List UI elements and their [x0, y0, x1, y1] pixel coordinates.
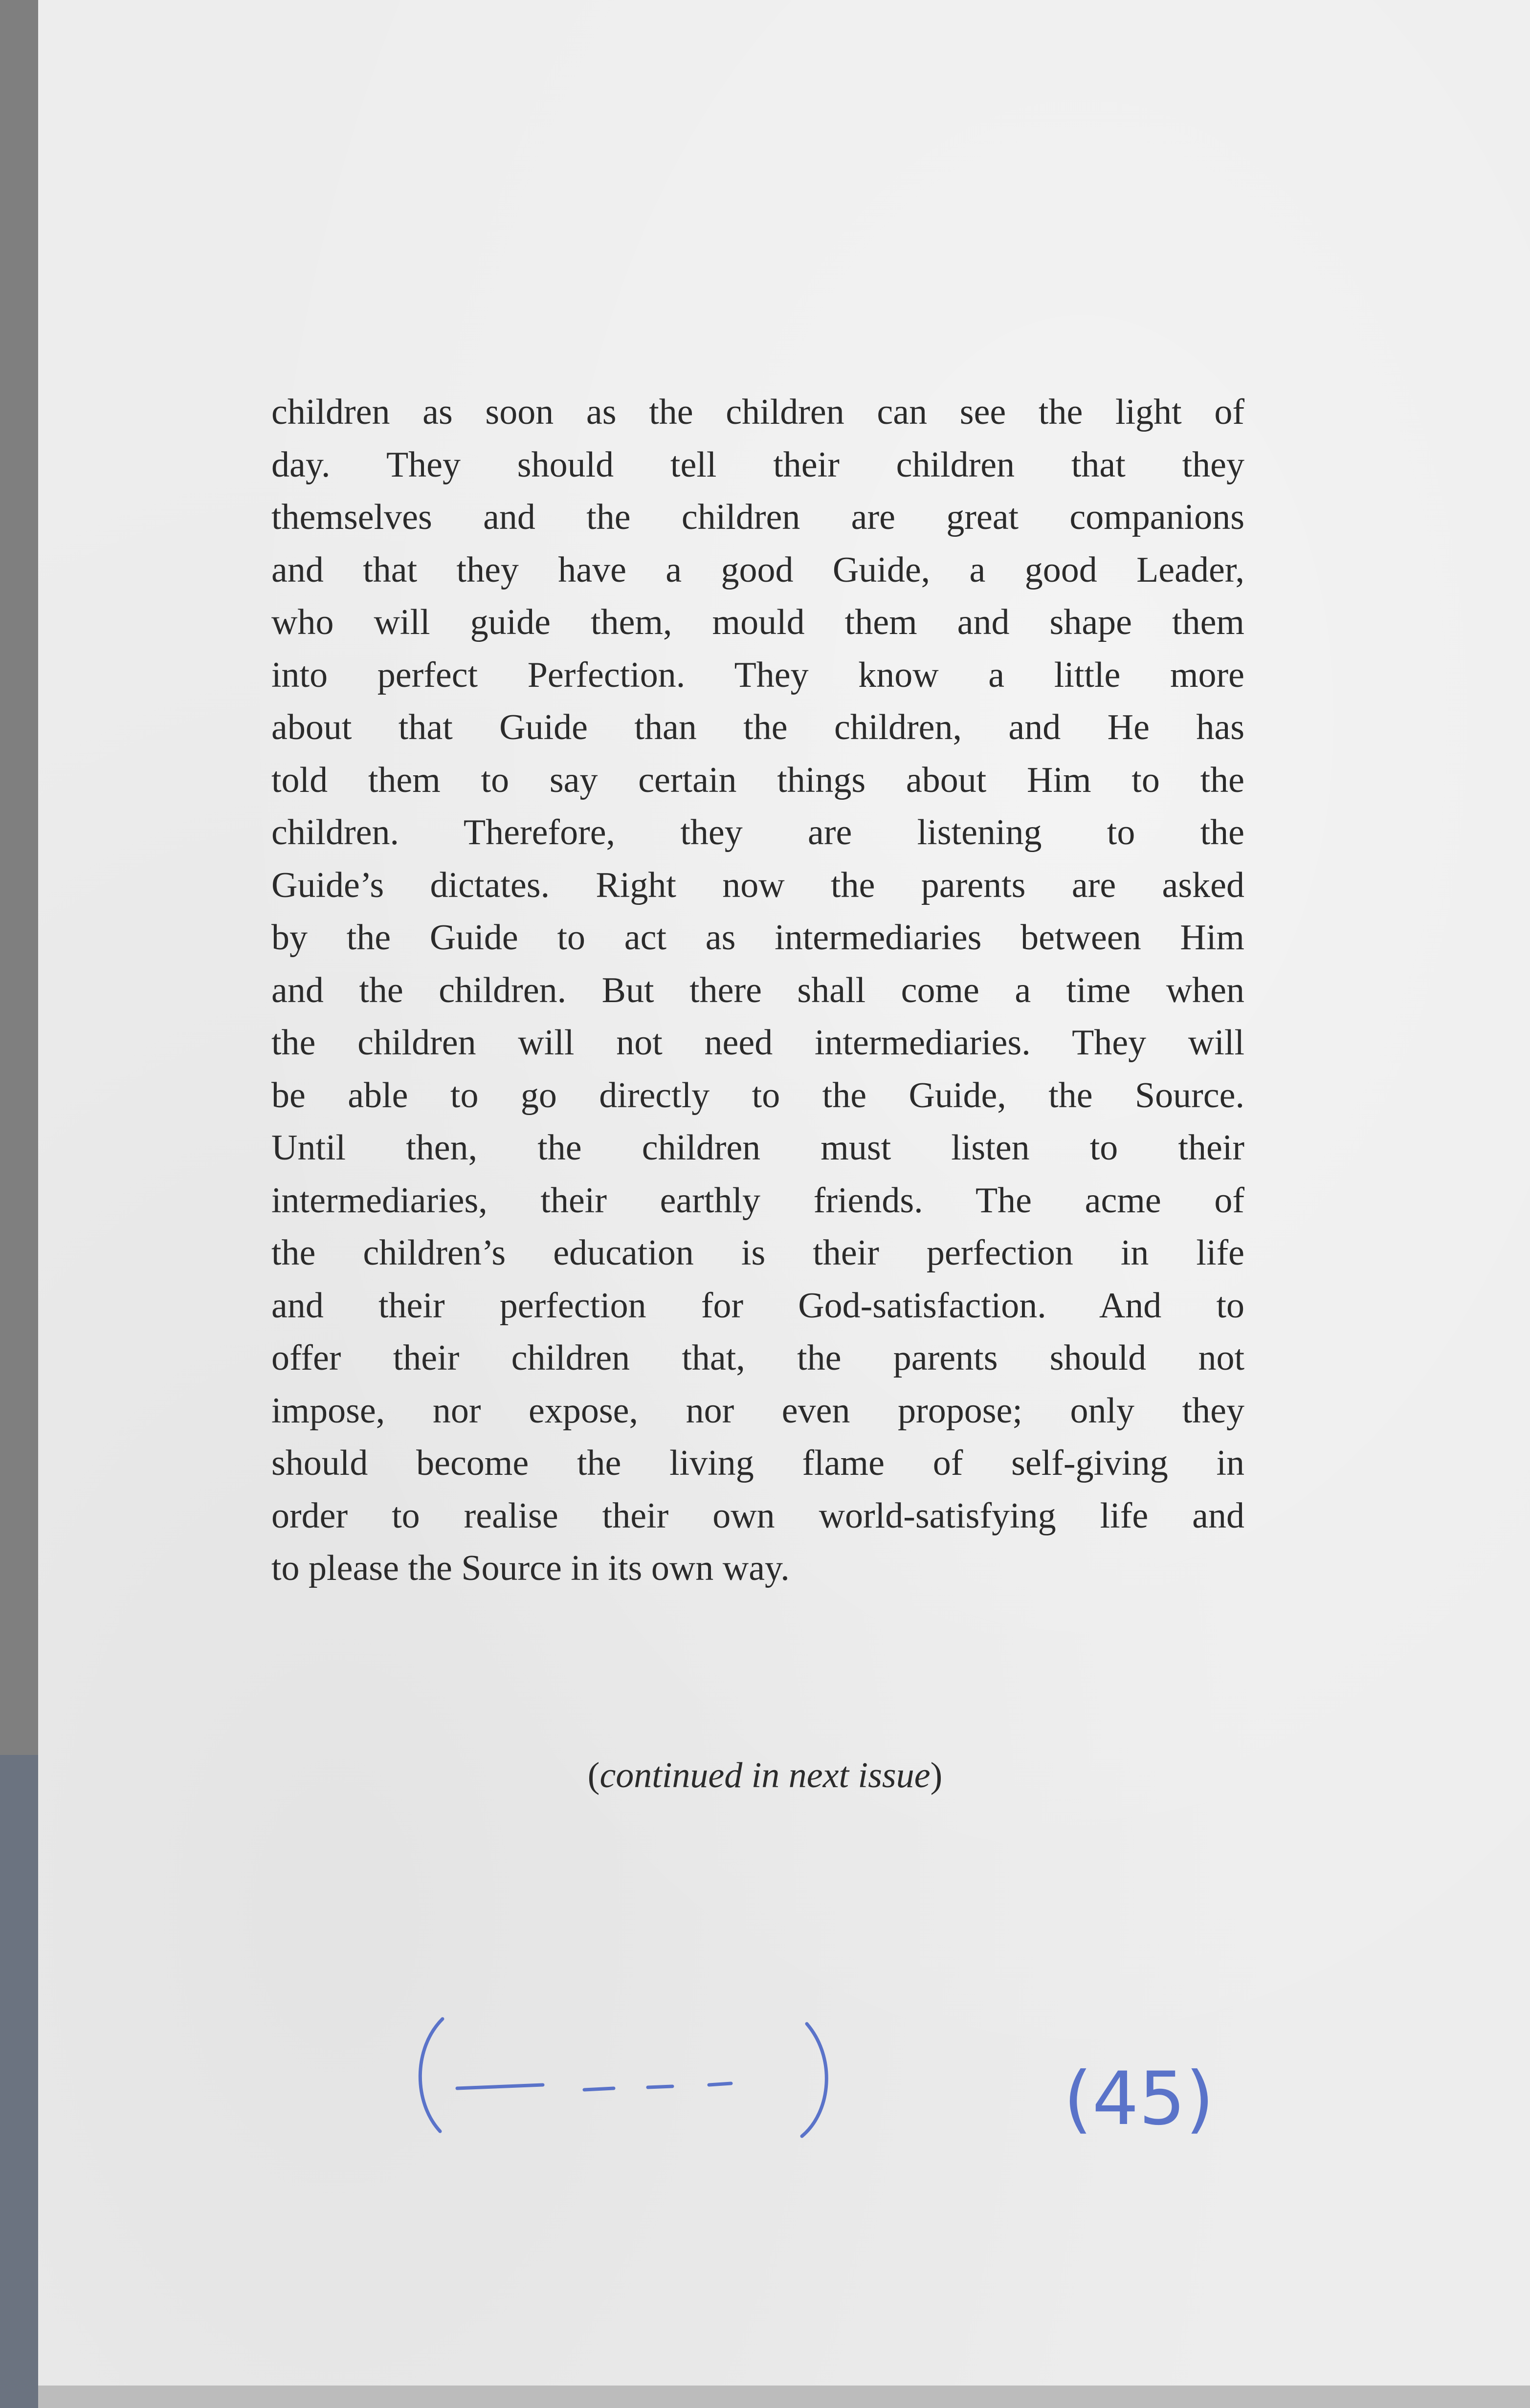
text-line: offer their children that, the parents should not [271, 1338, 1244, 1378]
text-line: Until then, the children must listen to their [271, 1128, 1244, 1168]
continued-close-paren: ) [930, 1755, 943, 1795]
text-line: order to realise their own world-satisfying life and [271, 1495, 1244, 1536]
text-line: told them to say certain things about Him to the [271, 760, 1244, 800]
continued-open-paren: ( [587, 1755, 600, 1795]
text-line: the children’s education is their perfection in life [271, 1233, 1244, 1273]
continued-text: continued in next issue [599, 1755, 931, 1795]
text-line: children as soon as the children can see the light of [271, 392, 1244, 432]
text-line: by the Guide to act as intermediaries between Him [271, 918, 1244, 958]
text-line: to please the Source in its own way. [271, 1548, 790, 1588]
text-line: the children will not need intermediaries. They will [271, 1023, 1244, 1063]
handwritten-page-number [1064, 2057, 1214, 2142]
handwritten-left-note [0, 0, 826, 2136]
text-line: be able to go directly to the Guide, the Source. [271, 1075, 1244, 1116]
text-line: and their perfection for God-satisfaction. And to [271, 1285, 1244, 1326]
text-line: about that Guide than the children, and He has [271, 707, 1244, 747]
text-line: children. Therefore, they are listening to the [271, 812, 1244, 853]
text-line: and that they have a good Guide, a good Leader, [271, 549, 1244, 590]
text-line: into perfect Perfection. They know a little more [271, 655, 1244, 695]
page-number-text: (45) [1064, 2057, 1214, 2142]
text-line: impose, nor expose, nor even propose; only they [271, 1390, 1244, 1431]
text-line: themselves and the children are great companions [271, 497, 1244, 537]
text-line: day. They should tell their children that they [271, 444, 1244, 485]
text-line: Guide’s dictates. Right now the parents are asked [271, 865, 1244, 905]
text-line: should become the living flame of self-giving in [271, 1443, 1244, 1483]
text-line: and the children. But there shall come a time when [271, 970, 1244, 1010]
text-line: who will guide them, mould them and shape them [271, 602, 1244, 642]
text-line: intermediaries, their earthly friends. The acme of [271, 1180, 1244, 1221]
